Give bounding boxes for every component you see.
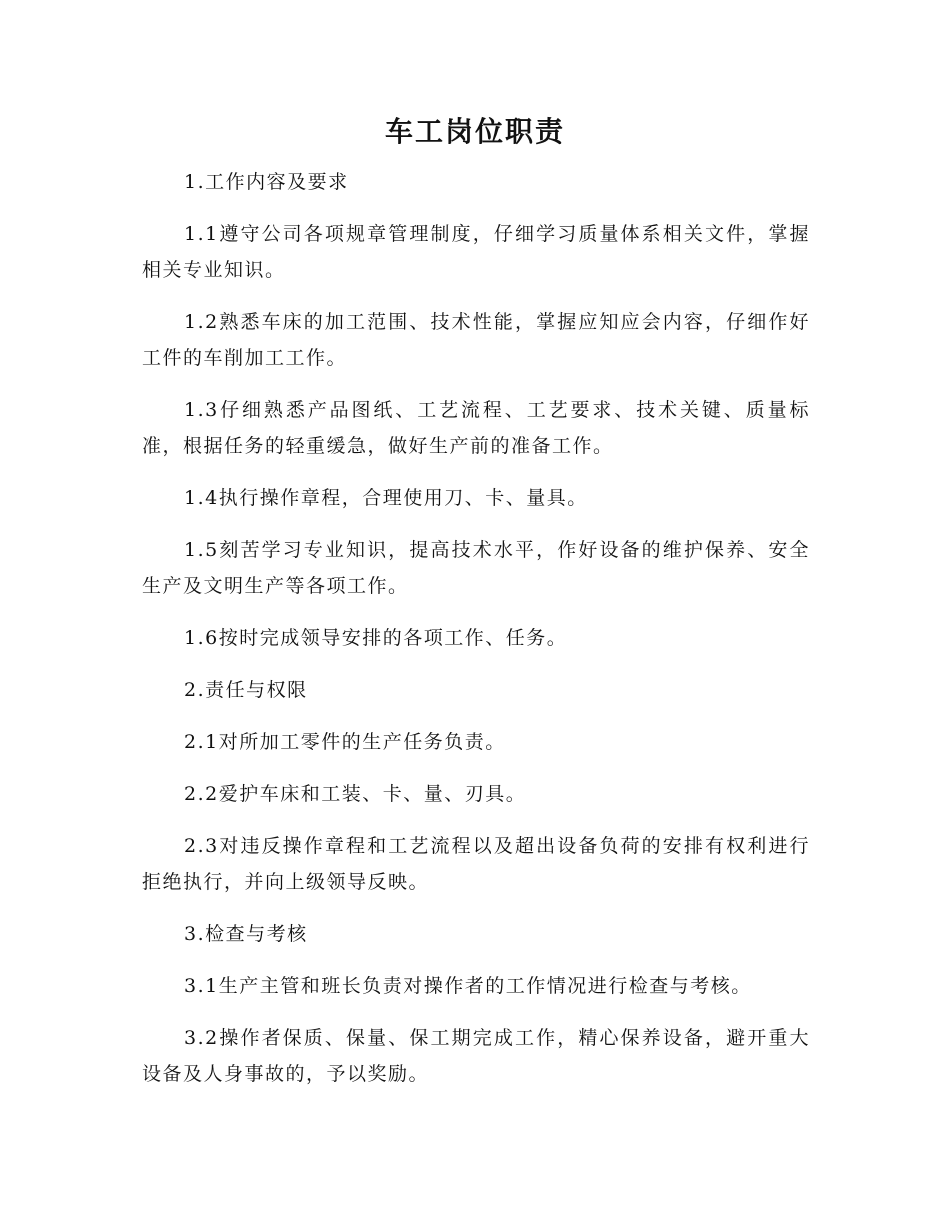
paragraph-1-4: 1.4执行操作章程，合理使用刀、卡、量具。 bbox=[184, 487, 588, 509]
paragraph-3-2: 3.2操作者保质、保量、保工期完成工作，精心保养设备，避开重大设备及人身事故的，予以奖励。 bbox=[142, 1027, 810, 1085]
section-heading-2: 2.责任与权限 bbox=[184, 679, 308, 701]
document-title: 车工岗位职责 bbox=[384, 115, 565, 148]
paragraph-3-1: 3.1生产主管和班长负责对操作者的工作情况进行检查与考核。 bbox=[184, 975, 752, 997]
paragraph-1-1: 1.1遵守公司各项规章管理制度，仔细学习质量体系相关文件，掌握相关专业知识。 bbox=[142, 223, 810, 281]
section-heading-1: 1.工作内容及要求 bbox=[184, 171, 349, 193]
paragraph-1-2: 1.2熟悉车床的加工范围、技术性能，掌握应知应会内容，仔细作好工件的车削加工工作。 bbox=[142, 311, 810, 369]
document-body bbox=[142, 164, 810, 1108]
paragraph-1-6: 1.6按时完成领导安排的各项工作、任务。 bbox=[184, 627, 568, 649]
paragraph-2-2: 2.2爱护车床和工装、卡、量、刃具。 bbox=[184, 783, 527, 805]
paragraph-2-3: 2.3对违反操作章程和工艺流程以及超出设备负荷的安排有权利进行拒绝执行，并向上级领导反映。 bbox=[142, 835, 810, 893]
paragraph-1-3: 1.3仔细熟悉产品图纸、工艺流程、工艺要求、技术关键、质量标准，根据任务的轻重缓急，做好生产前的准备工作。 bbox=[142, 399, 810, 457]
paragraph-1-5: 1.5刻苦学习专业知识，提高技术水平，作好设备的维护保养、安全生产及文明生产等各项工作。 bbox=[142, 539, 810, 597]
paragraph-2-1: 2.1对所加工零件的生产任务负责。 bbox=[184, 731, 506, 753]
section-heading-3: 3.检查与考核 bbox=[184, 923, 308, 945]
